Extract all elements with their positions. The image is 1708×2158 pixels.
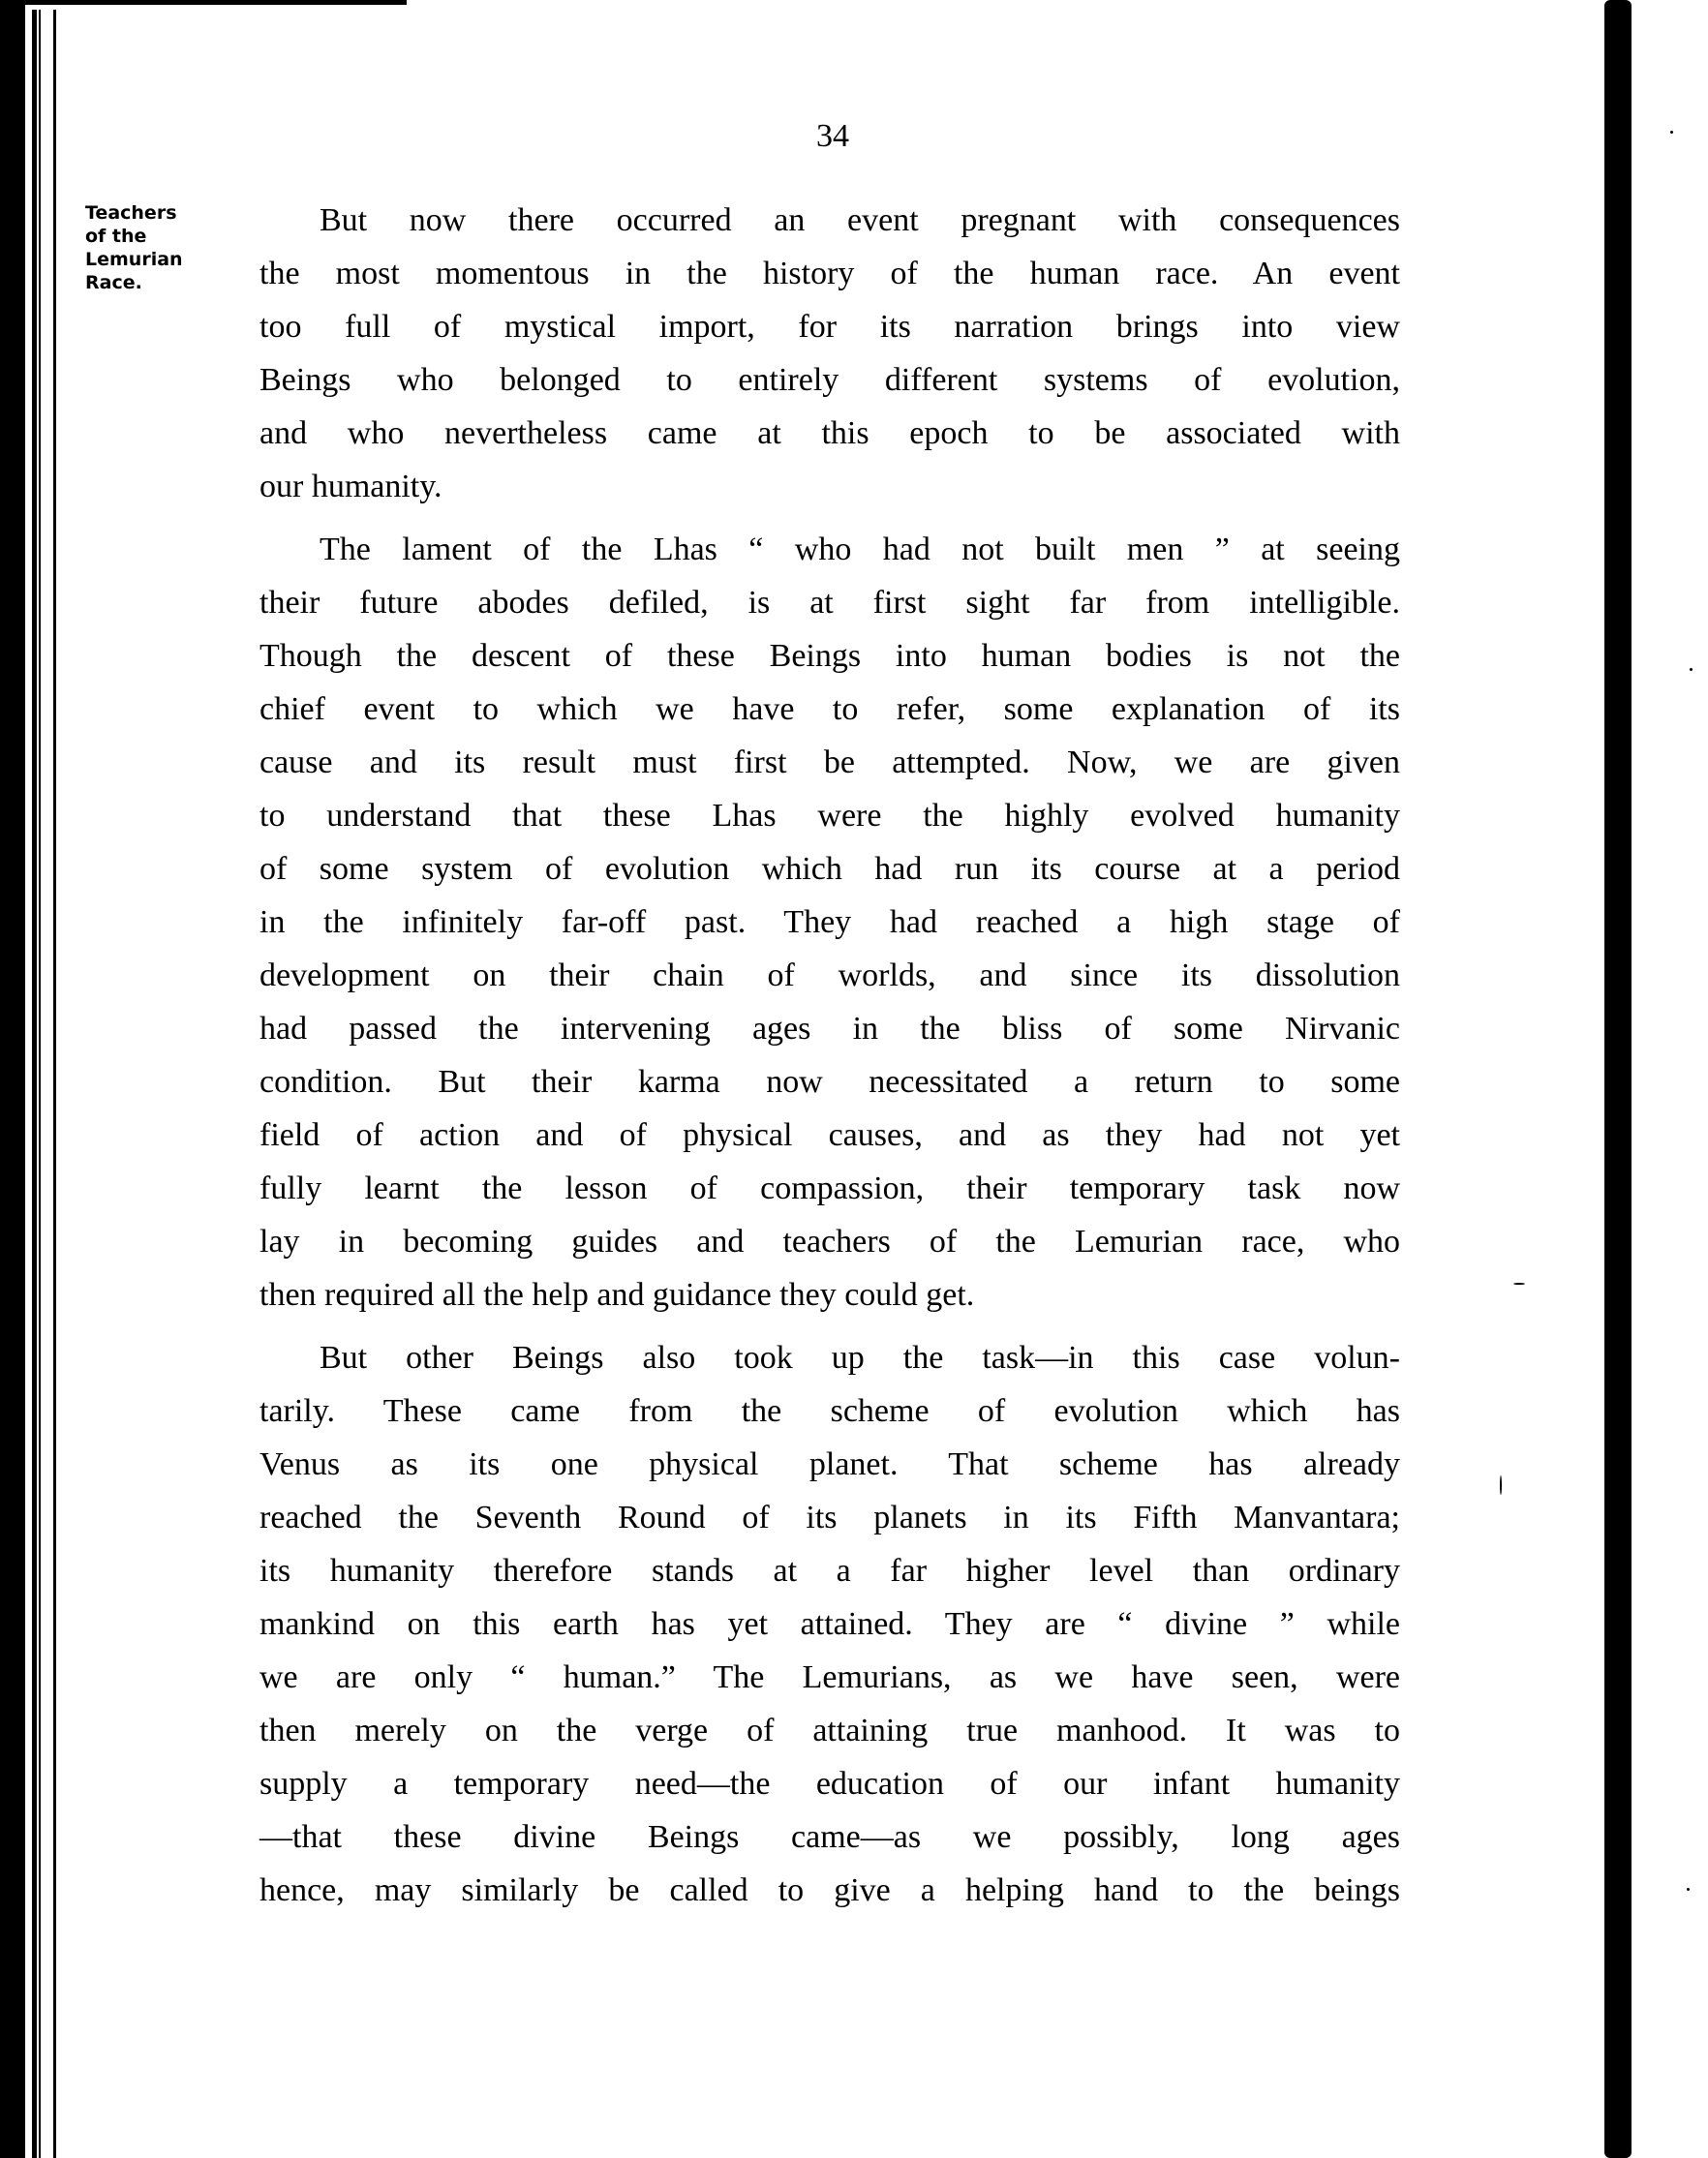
- text-line: and who nevertheless came at this epoch to be associated with: [259, 415, 1400, 451]
- text-line: chief event to which we have to refer, some explanation of its: [259, 691, 1400, 727]
- scan-speck: [1690, 668, 1693, 671]
- scan-top-edge: [0, 0, 407, 5]
- text-line: But now there occurred an event pregnant with consequences: [320, 202, 1400, 238]
- paragraph: [259, 194, 1400, 513]
- text-line: then required all the help and guidance they could get.: [259, 1277, 975, 1313]
- text-line: lay in becoming guides and teachers of the Lemurian race, who: [259, 1224, 1400, 1260]
- text-line: had passed the intervening ages in the bliss of some Nirvanic: [259, 1011, 1400, 1047]
- text-line: mankind on this earth has yet attained. They are “ divine ” while: [259, 1606, 1400, 1642]
- paragraph: [259, 1331, 1400, 1917]
- scan-speck: [1500, 1475, 1502, 1495]
- margin-note: [85, 201, 183, 294]
- text-line: fully learnt the lesson of compassion, their temporary task now: [259, 1170, 1400, 1206]
- text-line: the most momentous in the history of the human race. An event: [259, 256, 1400, 291]
- text-line: in the infinitely far-off past. They had reached a high stage of: [259, 904, 1400, 940]
- text-line: The lament of the Lhas “ who had not built men ” at seeing: [320, 532, 1400, 567]
- page-number: 34: [816, 118, 849, 154]
- text-line: their future abodes defiled, is at first sight far from intelligible.: [259, 585, 1400, 621]
- scan-binding-line: [53, 10, 56, 2158]
- text-line: condition. But their karma now necessitated a return to some: [259, 1064, 1400, 1100]
- margin-note-line: of the: [85, 226, 147, 247]
- text-line: reached the Seventh Round of its planets in its Fifth Manvantara;: [259, 1500, 1400, 1535]
- paragraph: [259, 523, 1400, 1322]
- text-line: its humanity therefore stands at a far higher level than ordinary: [259, 1553, 1400, 1589]
- text-line: of some system of evolution which had run its course at a period: [259, 851, 1400, 887]
- text-line: supply a temporary need—the education of our infant humanity: [259, 1766, 1400, 1802]
- scan-speck: [1513, 1283, 1525, 1285]
- margin-note-line: Teachers: [85, 202, 177, 224]
- body-text: [259, 194, 1400, 1927]
- text-line: we are only “ human.” The Lemurians, as we have seen, were: [259, 1659, 1400, 1695]
- text-line: Beings who belonged to entirely different systems of evolution,: [259, 362, 1400, 398]
- text-line: field of action and of physical causes, and as they had not yet: [259, 1117, 1400, 1153]
- text-line: Venus as its one physical planet. That scheme has already: [259, 1446, 1400, 1482]
- scan-binding-line: [39, 10, 41, 2158]
- text-line: our humanity.: [259, 469, 442, 504]
- scan-binding-line: [32, 10, 37, 2158]
- text-line: development on their chain of worlds, and since its dissolution: [259, 957, 1400, 993]
- text-line: Though the descent of these Beings into human bodies is not the: [259, 638, 1400, 674]
- text-line: then merely on the verge of attaining true manhood. It was to: [259, 1713, 1400, 1748]
- text-line: tarily. These came from the scheme of evolution which has: [259, 1393, 1400, 1429]
- text-line: —that these divine Beings came—as we possibly, long ages: [259, 1819, 1400, 1855]
- text-line: hence, may similarly be called to give a helping hand to the beings: [259, 1872, 1400, 1908]
- scan-speck: [1687, 1888, 1690, 1891]
- scan-right-edge: [1604, 0, 1632, 2158]
- margin-note-line: Lemurian: [85, 249, 183, 270]
- text-line: too full of mystical import, for its narration brings into view: [259, 309, 1400, 345]
- scan-speck: [1670, 131, 1673, 134]
- margin-note-line: Race.: [85, 272, 142, 293]
- text-line: to understand that these Lhas were the highly evolved humanity: [259, 798, 1400, 834]
- text-line: But other Beings also took up the task—in this case volun-: [320, 1340, 1400, 1376]
- text-line: cause and its result must first be attempted. Now, we are given: [259, 745, 1400, 780]
- scan-binding-edge: [0, 0, 25, 2158]
